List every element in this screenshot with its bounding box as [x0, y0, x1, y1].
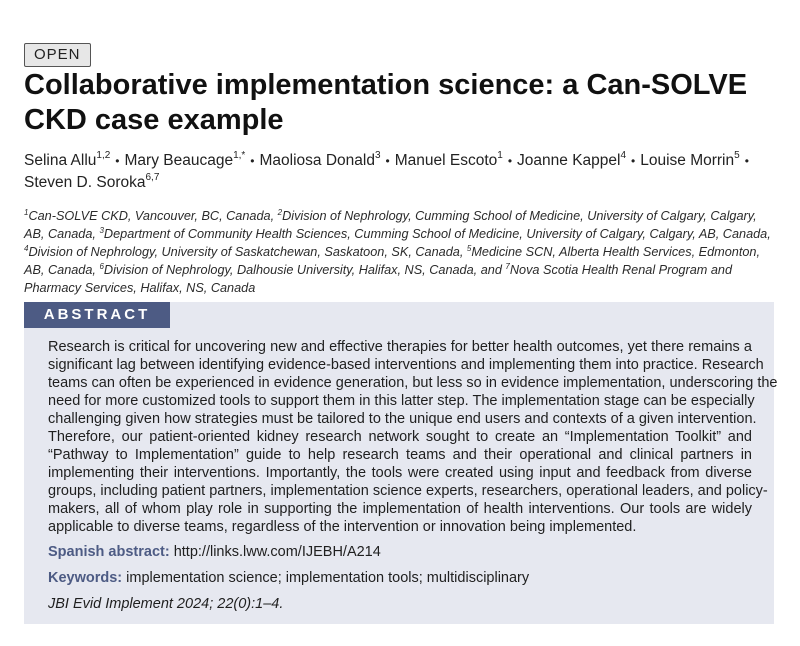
affiliation: $^3$Department of Community Health Sciences, Cumming School of Medicine, University of Calgary, Calgary, AB, Canada, — [99, 225, 771, 241]
abstract-line: teams can often be experienced in evidence generation, but less so in evidence implementation, underscoring the — [48, 375, 778, 391]
author[interactable]: Manuel Escoto$^1$ — [394, 149, 503, 169]
keywords-value: implementation science; implementation tools; multidisciplinary — [126, 570, 530, 586]
author-list — [24, 150, 784, 193]
abstract-line: challenging given how strategies must be tailored to the unique end users and contexts of a given intervention. — [48, 411, 757, 427]
author[interactable]: Steven D. Soroka$^{6,7}$ — [24, 171, 160, 191]
affiliation: $^5$Medicine SCN, Alberta Health Services, Edmonton, AB, Canada, — [24, 243, 760, 277]
author-separator: • — [507, 154, 513, 168]
abstract-line: Research is critical for uncovering new and effective therapies for better health outcomes, yet there remains a — [48, 339, 752, 355]
author-separator: • — [385, 154, 390, 168]
affiliation: $^6$Division of Nephrology, Dalhousie University, Halifax, NS, Canada, and — [99, 261, 506, 277]
author-separator: • — [115, 154, 120, 168]
affiliation: $^2$Division of Nephrology, Cumming School of Medicine, University of Calgary, Calgary, AB, Canada, — [24, 207, 757, 241]
abstract-body — [48, 338, 778, 536]
spanish-abstract-row — [48, 544, 381, 560]
abstract-line: Therefore, our patient-oriented kidney research network sought to create an “Implementation Toolkit” and — [48, 429, 752, 445]
affiliation: $^7$Nova Scotia Health Renal Program and Pharmacy Services, Halifax, NS, Canada — [24, 261, 733, 295]
abstract-line: applicable to diverse teams, regardless of the intervention or innovation being implemented. — [48, 519, 637, 535]
citation: JBI Evid Implement 2024; 22(0):1–4. — [48, 596, 284, 612]
abstract-line: need for more customized tools to support them in this latter step. The implementation stage can be especially — [48, 393, 755, 409]
author-separator: • — [631, 154, 636, 168]
open-access-badge: OPEN — [24, 43, 91, 67]
keywords-label: Keywords: — [48, 570, 123, 586]
abstract-line: implementing their interventions. Importantly, the tools were created using input and feedback from diverse — [48, 465, 752, 481]
abstract-line: groups, including patient partners, implementation science experts, researchers, operational leaders, and policy- — [48, 483, 768, 499]
author-separator: • — [744, 154, 749, 168]
abstract-line: “Pathway to Implementation” guide to help research teams and their operational and clinical partners in — [48, 447, 752, 463]
abstract-line: makers, all of whom play role in supporting the implementation of health interventions. Our tools are widely — [48, 501, 752, 517]
abstract-section — [24, 302, 778, 624]
affiliations — [24, 207, 780, 297]
keywords-row — [48, 570, 529, 586]
abstract-line: significant lag between identifying evidence-based interventions and implementing them into practice. Research — [48, 357, 764, 373]
abstract-heading: ABSTRACT — [24, 302, 170, 328]
author[interactable]: Louise Morrin$^5$ — [640, 149, 740, 169]
author[interactable]: Maoliosa Donald$^3$ — [259, 149, 381, 169]
article-title: Collaborative implementation science: a Can-SOLVE CKD case example — [24, 69, 748, 136]
author[interactable]: Joanne Kappel$^4$ — [517, 149, 627, 169]
author-separator: • — [250, 154, 255, 168]
affiliation: $^4$Division of Nephrology, University of Saskatchewan, Saskatoon, SK, Canada, — [24, 243, 467, 259]
author[interactable]: Mary Beaucage$^{1,*}$ — [124, 149, 246, 169]
affiliation: $^1$Can-SOLVE CKD, Vancouver, BC, Canada, — [24, 207, 278, 223]
spanish-abstract-label: Spanish abstract: — [48, 544, 170, 560]
spanish-abstract-link[interactable]: http://links.lww.com/IJEBH/A214 — [173, 544, 381, 560]
author[interactable]: Selina Allu$^{1,2}$ — [24, 149, 111, 169]
